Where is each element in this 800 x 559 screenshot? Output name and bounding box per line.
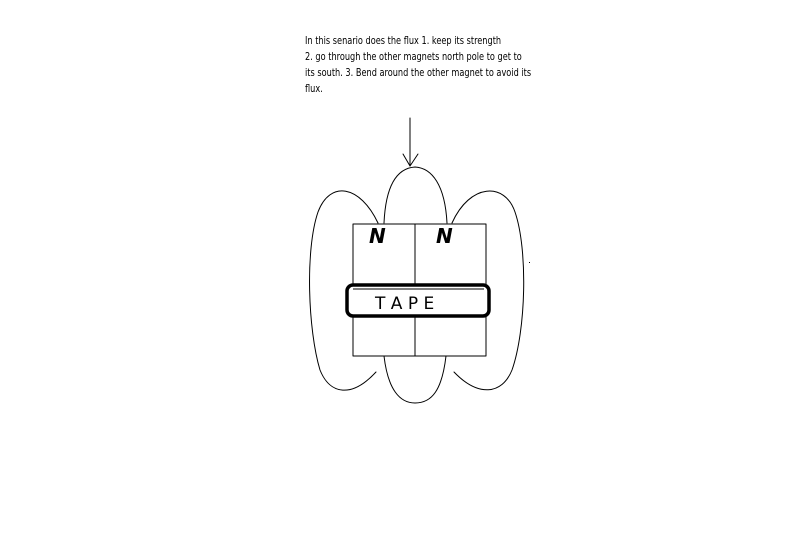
stray-dot xyxy=(529,262,530,263)
flux-line-center-top xyxy=(384,167,447,223)
pole-label-right: N xyxy=(436,224,453,248)
pole-label-left: N xyxy=(369,224,386,248)
question-line: flux. xyxy=(305,83,323,95)
flux-line-center-bottom xyxy=(384,356,446,403)
question-line: In this senario does the flux 1. keep its strength xyxy=(305,35,502,47)
question-line: 2. go through the other magnets north pole to get to xyxy=(305,51,522,63)
tape-label: T A P E xyxy=(375,294,435,314)
question-line: its south. 3. Bend around the other magnet to avoid its xyxy=(305,67,532,79)
